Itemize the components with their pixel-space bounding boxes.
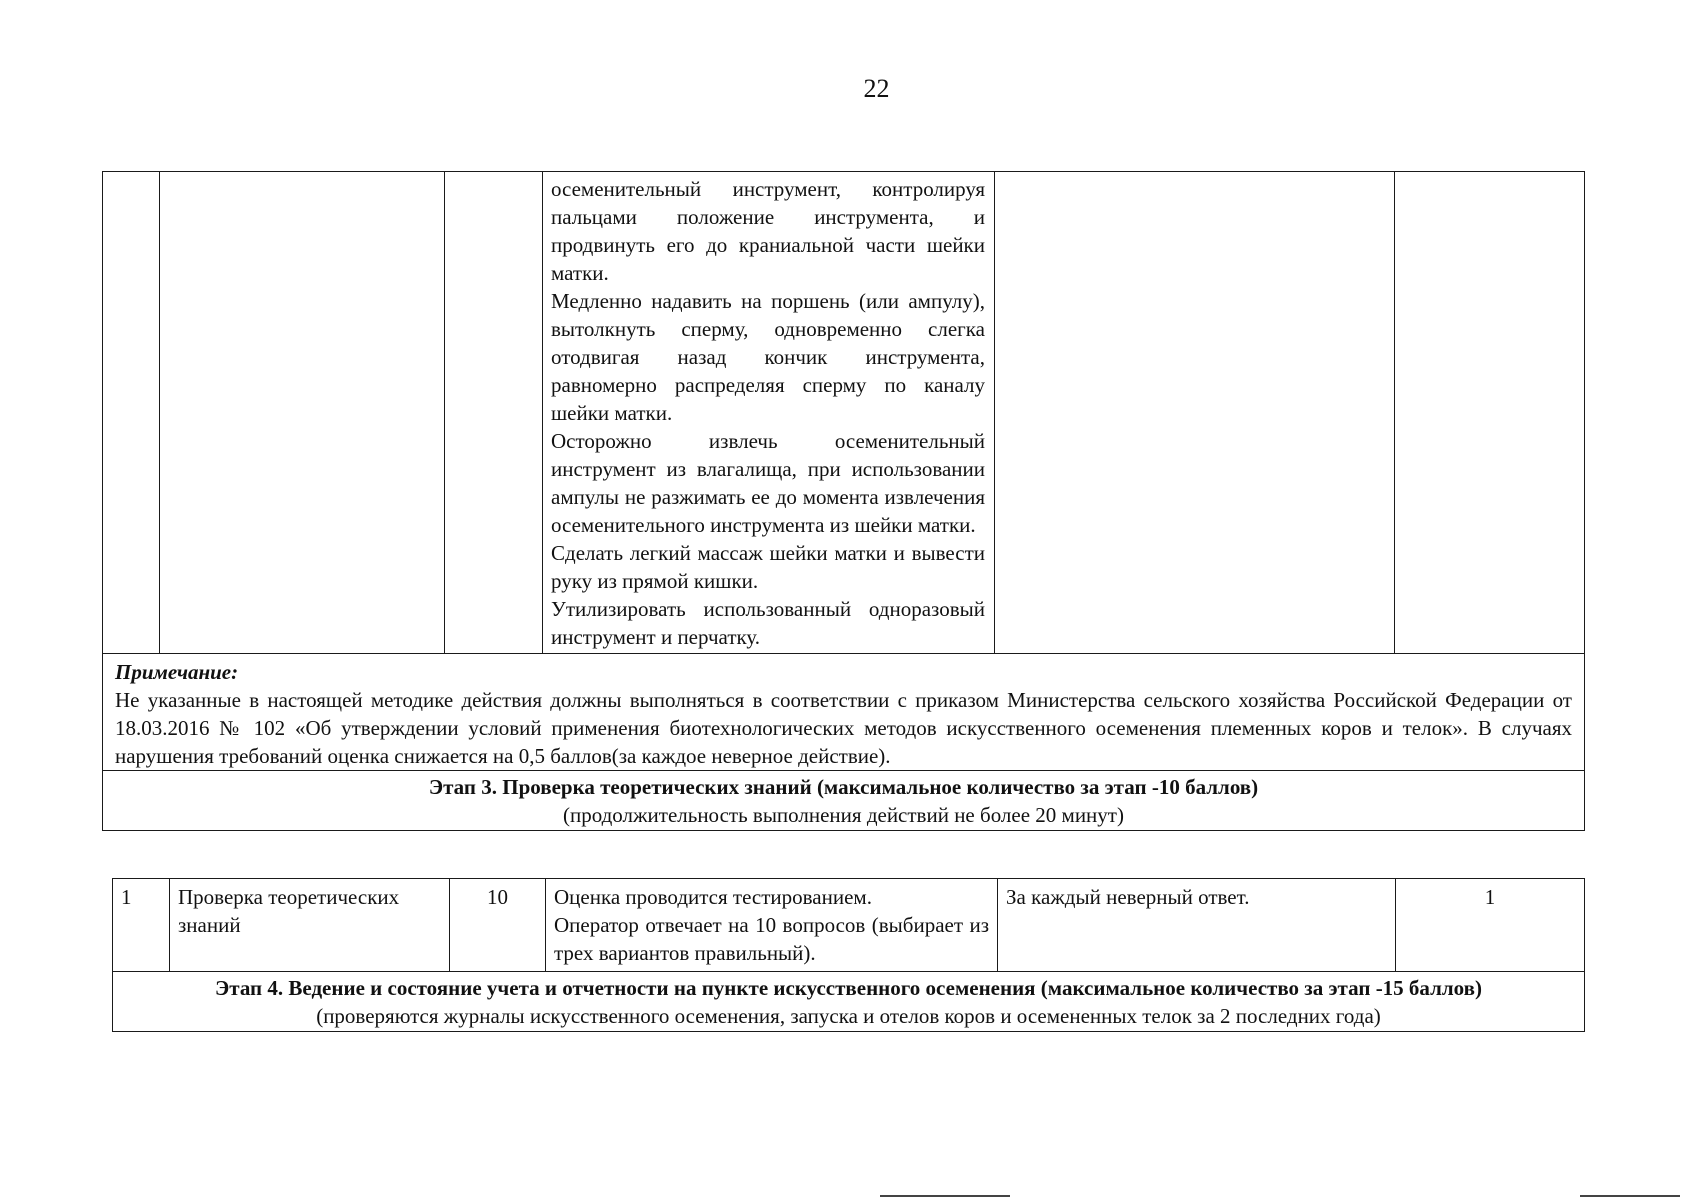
cell-number-empty — [103, 172, 160, 654]
upper-table — [102, 171, 1585, 831]
cell-step-description — [543, 172, 995, 654]
step-paragraph: Медленно надавить на поршень (или ампулу), вытолкнуть сперму, одновременно слегка отодвигая назад кончик инструмента, равномерно распределяя сперму по каналу шейки матки. — [551, 289, 985, 425]
item-description — [546, 879, 998, 972]
lower-table — [112, 878, 1585, 1032]
page-number: 22 — [863, 74, 890, 103]
note-cell — [103, 654, 1585, 771]
note-text: Не указанные в настоящей методике действия должны выполняться в соответствии с приказом Министерства сельского хозяйства Российской Федерации от 18.03.2016 № 102 «Об утверждении условий применения биотехнологических методов искусственного осеменения племенных коров и телок». В случаях нарушения требований оценка снижается на 0,5 баллов(за каждое неверное действие). — [115, 688, 1572, 768]
stage4-header — [113, 972, 1585, 1032]
item-name: Проверка теоретических знаний — [170, 879, 450, 972]
step-paragraph: осеменительный инструмент, контролируя пальцами положение инструмента, и продвинуть его до краниальной части шейки матки. — [551, 177, 985, 285]
stage4-title: Этап 4. Ведение и состояние учета и отчетности на пункте искусственного осеменения (максимальное количество за этап -15 баллов) — [215, 976, 1482, 1000]
table-row-note — [103, 654, 1585, 771]
scan-artifact — [880, 1195, 1010, 1197]
item-criterion: За каждый неверный ответ. — [998, 879, 1396, 972]
step-paragraph: Утилизировать использованный одноразовый инструмент и перчатку. — [551, 597, 985, 649]
item-description-line: Оценка проводится тестированием. — [554, 885, 872, 909]
cell-deduction-empty — [1395, 172, 1585, 654]
cell-criterion-empty — [995, 172, 1395, 654]
note-title: Примечание: — [115, 660, 239, 684]
table-row-step-continuation — [103, 172, 1585, 654]
stage3-title: Этап 3. Проверка теоретических знаний (максимальное количество за этап -10 баллов) — [428, 775, 1259, 799]
item-max-points: 10 — [450, 879, 546, 972]
scan-artifact — [1580, 1195, 1680, 1197]
table-row-stage3-item — [113, 879, 1585, 972]
stage3-subtitle: (продолжительность выполнения действий не более 20 минут) — [563, 803, 1124, 827]
item-description-line: Оператор отвечает на 10 вопросов (выбирает из трех вариантов правильный). — [554, 913, 989, 965]
table-row-stage3-header — [103, 771, 1585, 831]
step-paragraph: Сделать легкий массаж шейки матки и вывести руку из прямой кишки. — [551, 541, 985, 593]
item-number: 1 — [113, 879, 170, 972]
step-paragraph: Осторожно извлечь осеменительный инструмент из влагалища, при использовании ампулы не разжимать ее до момента извлечения осеменительного инструмента из шейки матки. — [551, 429, 985, 537]
cell-name-empty — [160, 172, 445, 654]
table-row-stage4-header — [113, 972, 1585, 1032]
stage3-header — [103, 771, 1585, 831]
stage4-subtitle: (проверяются журналы искусственного осеменения, запуска и отелов коров и осемененных телок за 2 последних года) — [316, 1004, 1381, 1028]
item-deduction: 1 — [1396, 879, 1585, 972]
cell-points-empty — [445, 172, 543, 654]
